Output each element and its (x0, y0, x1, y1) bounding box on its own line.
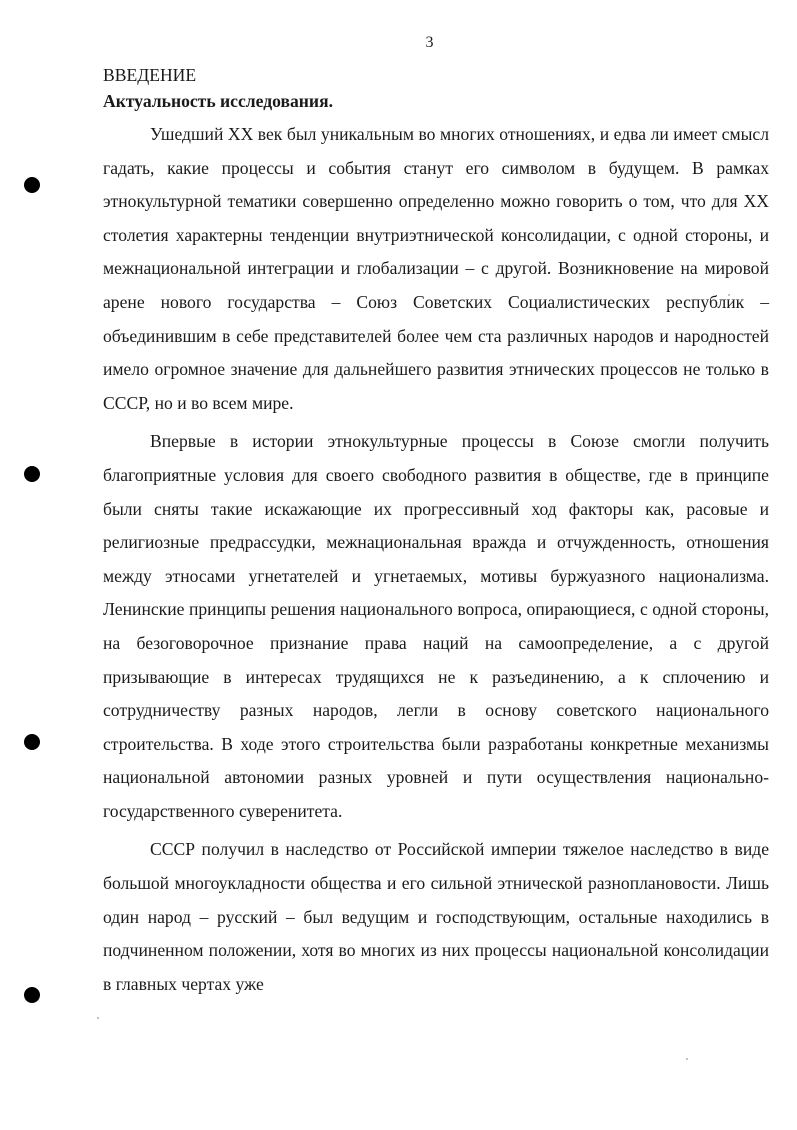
scan-speck (686, 1058, 688, 1060)
binder-hole-mark (24, 734, 40, 750)
binder-hole-mark (24, 466, 40, 482)
page-number: 3 (425, 34, 434, 51)
paragraph: Ушедший XX век был уникальным во многих отношениях, и едва ли имеет смысл гадать, какие процессы и события станут его символом в будущем. В рамках этнокультурной тематики совершенно определенно можно говорить о том, что для XX столетия характерны тенденции внутриэтнической консолидации, с одной стороны, и межнациональной интеграции и глобализации – с другой. Возникновение на мировой арене нового государства – Союз Советских Социалистических республик – объединившим в себе представителей более чем ста различных народов и народностей имело огромное значение для дальнейшего развития этнических процессов не только в СССР, но и во всем мире. (103, 124, 769, 413)
paragraph: Впервые в истории этнокультурные процессы в Союзе смогли получить благоприятные условия для своего свободного развития в обществе, где в принципе были сняты такие искажающие их прогрессивный ход факторы как, расовые и религиозные предрассудки, межнациональная вражда и отчужденность, отношения между этносами угнетателей и угнетаемых, мотивы буржуазного национализма. Ленинские принципы решения национального вопроса, опирающиеся, с одной стороны, на безоговорочное признание права наций на самоопределение, а с другой призывающие в интересах трудящихся не к разъединению, а к сплочению и сотрудничеству разных народов, легли в основу советского национального строительства. В ходе этого строительства были разработаны конкретные механизмы национальной автономии разных уровней и пути осуществления национально-государственного суверенитета. (103, 431, 769, 821)
document-body (103, 63, 769, 1001)
section-heading: ВВЕДЕНИЕ (103, 65, 197, 85)
scan-speck (97, 1017, 99, 1019)
binder-hole-mark (24, 987, 40, 1003)
binder-hole-mark (24, 177, 40, 193)
paragraph: СССР получил в наследство от Российской империи тяжелое наследство в виде большой многоукладности общества и его сильной этнической разноплановости. Лишь один народ – русский – был ведущим и господствующим, остальные находились в подчиненном положении, хотя во многих из них процессы национальной консолидации в главных чертах уже (103, 839, 769, 994)
section-subheading: Актуальность исследования. (103, 91, 333, 111)
